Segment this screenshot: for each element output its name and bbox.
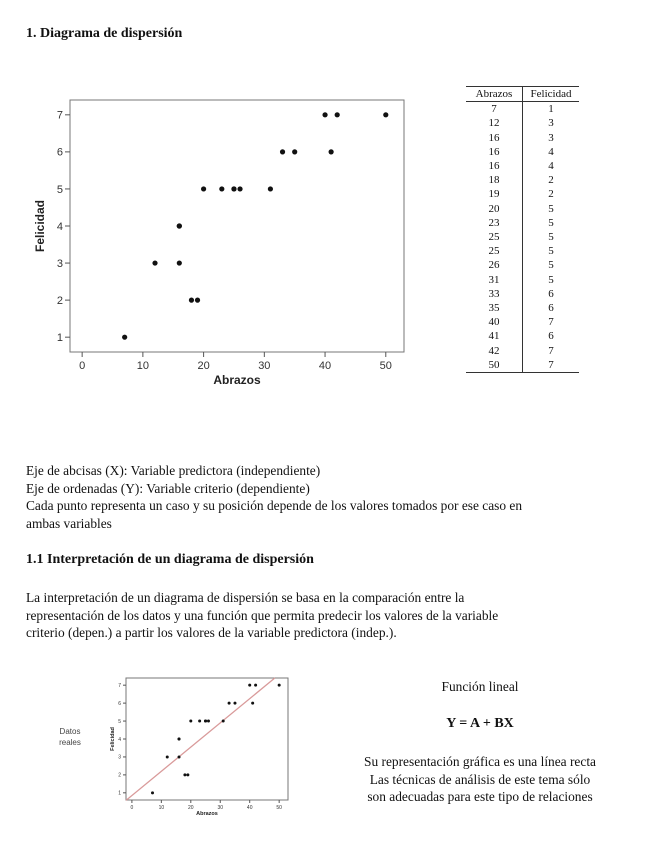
y-tick-label: 7 (56, 109, 63, 122)
x-tick-label: 10 (136, 360, 149, 372)
x-axis-label: Abrazos (213, 373, 261, 387)
linear-desc-line-2: Las técnicas de análisis de este tema sólo (369, 771, 591, 787)
x-tick-label: 50 (379, 360, 392, 372)
table-row (466, 187, 579, 201)
table-header-abrazos: Abrazos (466, 87, 523, 102)
data-point (231, 186, 236, 191)
cell-abrazos: 41 (466, 329, 523, 343)
table-row (466, 102, 579, 117)
cell-felicidad: 5 (548, 273, 554, 286)
x-tick-label: 40 (246, 805, 253, 811)
data-table-wrapper (466, 86, 579, 373)
cell-abrazos: 25 (466, 244, 523, 258)
y-tick-label: 4 (118, 736, 121, 743)
table-row (466, 145, 579, 159)
data-point (335, 112, 340, 117)
table-row (466, 131, 579, 145)
data-point (383, 112, 388, 117)
table-row (466, 344, 579, 358)
data-point (280, 149, 285, 154)
linear-desc-line-3: son adecuadas para este tipo de relaciones (367, 789, 593, 804)
interp-line-2: representación de los datos y una función que permita predecir los valores de la variable (26, 607, 499, 623)
cell-felicidad: 5 (548, 231, 554, 244)
linear-formula: Y = A + BX (446, 716, 514, 731)
cell-abrazos: 18 (466, 173, 523, 187)
cell-abrazos: 25 (466, 230, 523, 244)
data-point (178, 755, 181, 758)
x-tick-label: 50 (276, 805, 282, 811)
y-tick-label: 7 (118, 682, 121, 689)
cell-felicidad: 7 (548, 344, 554, 357)
side-label: Datos (59, 727, 81, 736)
cell-abrazos: 16 (466, 159, 523, 173)
cell-abrazos: 50 (466, 358, 523, 373)
cell-felicidad: 4 (548, 145, 554, 158)
cell-felicidad: 6 (548, 330, 554, 343)
cell-felicidad: 6 (548, 302, 554, 315)
y-tick-label: 1 (118, 790, 121, 797)
data-point (186, 773, 189, 776)
x-tick-label: 20 (197, 360, 210, 372)
cell-felicidad: 7 (548, 316, 554, 329)
cell-felicidad: 2 (548, 188, 554, 201)
cell-felicidad: 3 (548, 117, 554, 130)
data-point (248, 684, 251, 687)
x-tick-label: 40 (318, 360, 332, 372)
y-tick-label: 1 (56, 332, 63, 345)
fit-line (126, 678, 275, 800)
axes-explanation (26, 462, 626, 532)
y-tick-label: 2 (118, 772, 121, 779)
cell-abrazos: 19 (466, 187, 523, 201)
data-point (237, 186, 242, 191)
scatter-chart-fit (52, 670, 292, 830)
data-point (219, 186, 224, 191)
table-row (466, 202, 579, 216)
data-point (292, 149, 297, 154)
table-row (466, 301, 579, 315)
data-table (466, 86, 579, 373)
interp-line-1: La interpretación de un diagrama de dispersión se basa en la comparación entre la (26, 590, 465, 605)
interp-line-3: criterio (depen.) a partir los valores de la variable predictora (indep.). (26, 625, 397, 640)
axes-line-point: Cada punto representa un caso y su posición depende de los valores tomados por ese caso en (26, 498, 523, 513)
axes-line-x: Eje de abcisas (X): Variable predictora (independiente) (26, 463, 321, 478)
data-point (177, 260, 182, 265)
cell-abrazos: 20 (466, 202, 523, 216)
data-point (189, 298, 194, 303)
data-point (189, 720, 192, 723)
data-point (204, 720, 207, 723)
data-point (329, 149, 334, 154)
y-tick-label: 6 (56, 146, 63, 159)
side-label: reales (59, 738, 81, 747)
data-point (233, 702, 236, 705)
table-row (466, 358, 579, 373)
x-tick-label: 30 (258, 360, 271, 372)
cell-abrazos: 16 (466, 145, 523, 159)
table-row (466, 315, 579, 329)
y-tick-label: 5 (56, 183, 63, 196)
data-point (166, 755, 169, 758)
cell-felicidad: 7 (523, 358, 580, 373)
data-point (254, 684, 257, 687)
y-tick-label: 4 (56, 220, 63, 233)
data-point (152, 260, 157, 265)
table-row (466, 216, 579, 230)
cell-felicidad: 2 (548, 174, 554, 187)
data-point (198, 720, 201, 723)
table-row (466, 173, 579, 187)
data-point (322, 112, 327, 117)
data-point (183, 773, 186, 776)
y-axis-label: Felicidad (110, 727, 116, 751)
table-row (466, 329, 579, 343)
data-point (207, 720, 210, 723)
cell-abrazos: 16 (466, 131, 523, 145)
table-row (466, 230, 579, 244)
scatter-chart-main (33, 88, 408, 398)
table-header-felicidad: Felicidad (523, 87, 580, 102)
cell-abrazos: 42 (466, 344, 523, 358)
cell-abrazos: 33 (466, 287, 523, 301)
cell-felicidad: 5 (548, 202, 554, 215)
data-point (122, 335, 127, 340)
data-point (195, 298, 200, 303)
table-body (466, 102, 579, 373)
x-axis-label: Abrazos (196, 811, 218, 817)
cell-felicidad: 4 (548, 160, 554, 173)
plot-frame (70, 100, 404, 352)
cell-abrazos: 40 (466, 315, 523, 329)
cell-felicidad: 6 (548, 287, 554, 300)
data-point (151, 791, 154, 794)
cell-abrazos: 23 (466, 216, 523, 230)
cell-felicidad: 5 (548, 216, 554, 229)
y-tick-label: 2 (56, 294, 63, 307)
cell-abrazos: 7 (466, 102, 523, 117)
x-tick-label: 20 (188, 805, 194, 811)
cell-felicidad: 5 (548, 259, 554, 272)
table-row (466, 273, 579, 287)
data-point (201, 186, 206, 191)
table-row (466, 258, 579, 272)
y-tick-label: 3 (56, 257, 63, 270)
cell-abrazos: 26 (466, 258, 523, 272)
cell-abrazos: 35 (466, 301, 523, 315)
cell-abrazos: 31 (466, 273, 523, 287)
data-point (178, 738, 181, 741)
y-axis-label: Felicidad (33, 199, 47, 253)
section-title-1: 1. Diagrama de dispersión (26, 26, 183, 41)
data-point (222, 720, 225, 723)
data-point (177, 223, 182, 228)
y-tick-label: 3 (118, 754, 121, 761)
cell-felicidad: 5 (548, 245, 554, 258)
linear-description (330, 753, 630, 806)
section-title-1-1: 1.1 Interpretación de un diagrama de dispersión (26, 552, 314, 567)
axes-line-y: Eje de ordenadas (Y): Variable criterio (dependiente) (26, 480, 310, 496)
axes-line-point-cont: ambas variables (26, 515, 112, 531)
table-row (466, 244, 579, 258)
data-point (278, 684, 281, 687)
data-point (228, 702, 231, 705)
x-tick-label: 0 (130, 805, 134, 811)
interpretation-paragraph (26, 589, 626, 642)
x-tick-label: 30 (217, 805, 224, 811)
data-point (251, 702, 254, 705)
table-row (466, 287, 579, 301)
cell-felicidad: 3 (548, 131, 554, 144)
linear-title: Función lineal (441, 679, 519, 694)
cell-abrazos: 12 (466, 116, 523, 130)
linear-desc-line-1: Su representación gráfica es una línea recta (364, 754, 596, 769)
data-point (268, 186, 273, 191)
table-row (466, 159, 579, 173)
y-tick-label: 6 (118, 700, 121, 707)
plot-frame (126, 678, 288, 800)
y-tick-label: 5 (118, 718, 121, 725)
x-tick-label: 0 (79, 360, 86, 372)
table-row (466, 116, 579, 130)
x-tick-label: 10 (158, 805, 165, 811)
cell-felicidad: 1 (548, 103, 554, 116)
